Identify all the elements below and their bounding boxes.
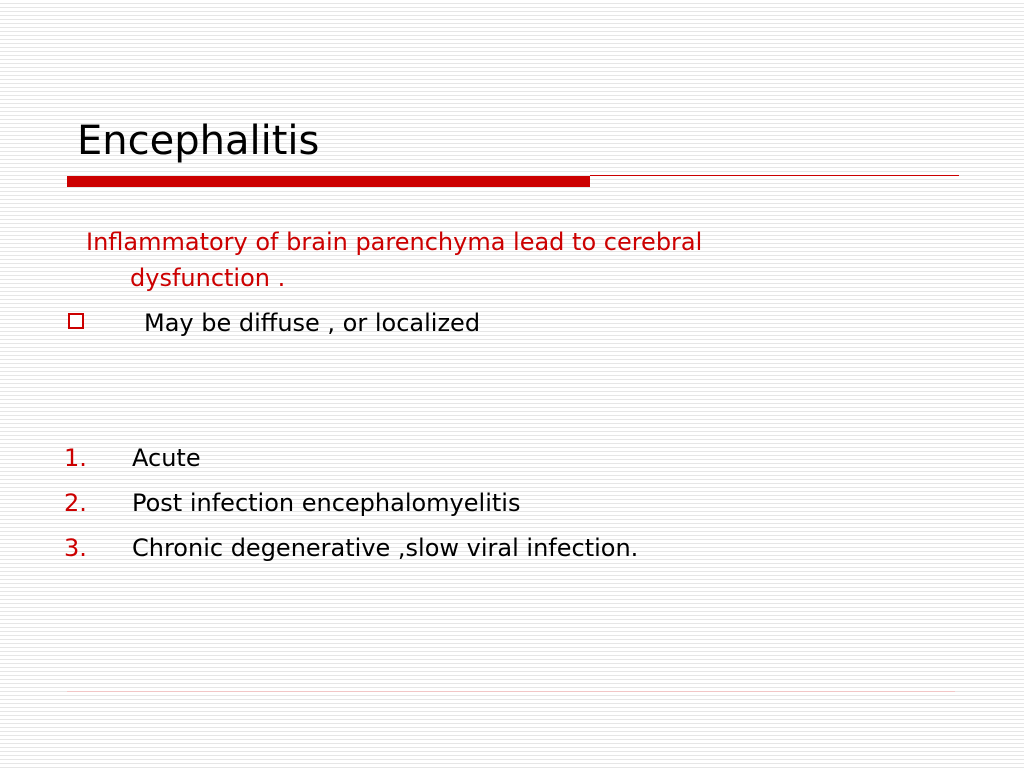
slide-title: Encephalitis	[77, 118, 320, 164]
intro-text-line-2: dysfunction .	[130, 264, 286, 292]
list-item-text: Post infection encephalomyelitis	[132, 489, 521, 517]
list-item-text: Acute	[132, 444, 201, 472]
list-item-number: 2.	[64, 489, 87, 517]
square-bullet-icon	[68, 313, 84, 329]
footer-divider	[67, 691, 955, 692]
bullet-text: May be diffuse , or localized	[144, 309, 481, 337]
title-underline-bar	[67, 176, 590, 187]
intro-text-line-1: Inflammatory of brain parenchyma lead to cerebral	[86, 228, 703, 256]
list-item-number: 1.	[64, 444, 87, 472]
list-item-number: 3.	[64, 534, 87, 562]
title-underline-rule	[590, 175, 959, 176]
list-item-text: Chronic degenerative ,slow viral infection.	[132, 534, 639, 562]
